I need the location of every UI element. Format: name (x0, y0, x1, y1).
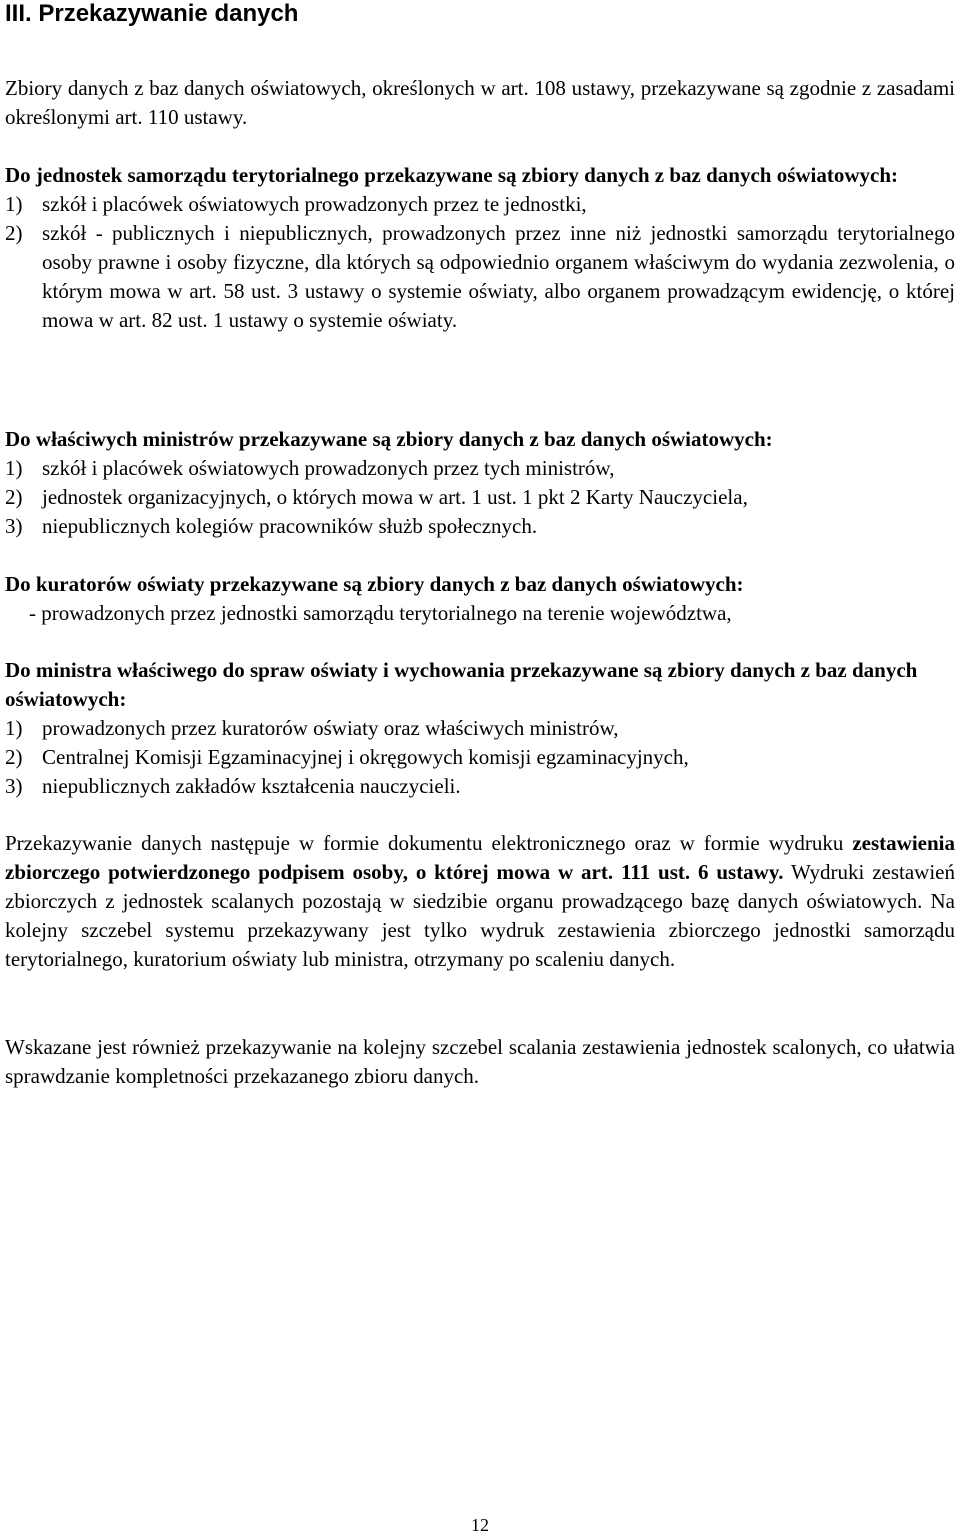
list-item-number: 1) (5, 192, 23, 216)
list-item (5, 483, 955, 512)
list-item (5, 454, 955, 483)
section-title: III. Przekazywanie danych (5, 0, 299, 27)
local-gov-heading: Do jednostek samorządu terytorialnego przekazywane są zbiory danych z baz danych oświatowych: (5, 163, 899, 187)
transfer-text-3: Wydruki zestawień zbiorczych z jednostek scalanych pozostają w siedzibie organu prowadzącego bazę danych oświatowych. Na kolejny szczebel systemu przekazywany jest tylko wydruk zestawienia zbiorczego jednostki samorządu terytorialnego, kuratorium oświaty lub ministra, otrzymany po scaleniu danych. (5, 860, 955, 971)
education-minister-heading: Do ministra właściwego do spraw oświaty i wychowania przekazywane są zbiory danych z baz danych oświatowych: (5, 658, 918, 711)
recommendation-paragraph: Wskazane jest również przekazywanie na kolejny szczebel scalania zestawienia jednostek scalonych, co ułatwia sprawdzanie kompletności przekazanego zbioru danych. (5, 1035, 955, 1088)
list-item-number: 3) (5, 514, 23, 538)
transfer-text-1: Przekazywanie danych następuje w formie dokumentu elektronicznego oraz w formie wydruku (5, 831, 853, 855)
list-item-text: niepublicznych kolegiów pracowników służb społecznych. (42, 514, 538, 538)
list-item (5, 714, 955, 743)
list-item-text: niepublicznych zakładów kształcenia nauczycieli. (42, 774, 461, 798)
list-item-number: 2) (5, 221, 23, 245)
transfer-text-bold: zestawienia zbiorczego potwierdzonego podpisem osoby, o której mowa w art. 111 ust. 6 ustawy. (5, 831, 955, 884)
ministers-section (5, 425, 955, 541)
local-gov-list (5, 190, 955, 335)
curators-heading: Do kuratorów oświaty przekazywane są zbiory danych z baz danych oświatowych: (5, 572, 744, 596)
list-item-number: 1) (5, 716, 23, 740)
education-minister-list (5, 714, 955, 801)
list-item-text: szkół - publicznych i niepublicznych, prowadzonych przez inne niż jednostki samorządu terytorialnego osoby prawne i osoby fizyczne, dla których są odpowiednio organem właściwym do wydania zezwolenia, o którym mowa w art. 58 ust. 3 ustawy o systemie oświaty, albo organem prowadzącym ewidencję, o której mowa w art. 82 ust. 1 ustawy o systemie oświaty. (42, 221, 955, 332)
list-item (5, 219, 955, 335)
ministers-heading: Do właściwych ministrów przekazywane są zbiory danych z baz danych oświatowych: (5, 427, 773, 451)
list-item-text: jednostek organizacyjnych, o których mowa w art. 1 ust. 1 pkt 2 Karty Nauczyciela, (42, 485, 748, 509)
intro-paragraph: Zbiory danych z baz danych oświatowych, określonych w art. 108 ustawy, przekazywane są zgodnie z zasadami określonymi art. 110 ustawy. (5, 76, 955, 129)
transfer-paragraph (5, 829, 955, 974)
list-item (5, 190, 955, 219)
list-item-number: 2) (5, 745, 23, 769)
list-item (5, 512, 955, 541)
education-minister-section (5, 656, 955, 801)
list-item-text: Centralnej Komisji Egzaminacyjnej i okręgowych komisji egzaminacyjnych, (42, 745, 689, 769)
local-gov-section (5, 161, 955, 335)
list-item (5, 772, 955, 801)
list-item-text: szkół i placówek oświatowych prowadzonych przez te jednostki, (42, 192, 587, 216)
list-item-number: 3) (5, 774, 23, 798)
curators-item: - prowadzonych przez jednostki samorządu terytorialnego na terenie województwa, (29, 601, 732, 625)
list-item-number: 1) (5, 456, 23, 480)
curators-section (5, 570, 955, 628)
page-number: 12 (471, 1515, 489, 1535)
list-item (5, 743, 955, 772)
list-item-number: 2) (5, 485, 23, 509)
list-item-text: prowadzonych przez kuratorów oświaty oraz właściwych ministrów, (42, 716, 619, 740)
list-item-text: szkół i placówek oświatowych prowadzonych przez tych ministrów, (42, 456, 615, 480)
ministers-list (5, 454, 955, 541)
